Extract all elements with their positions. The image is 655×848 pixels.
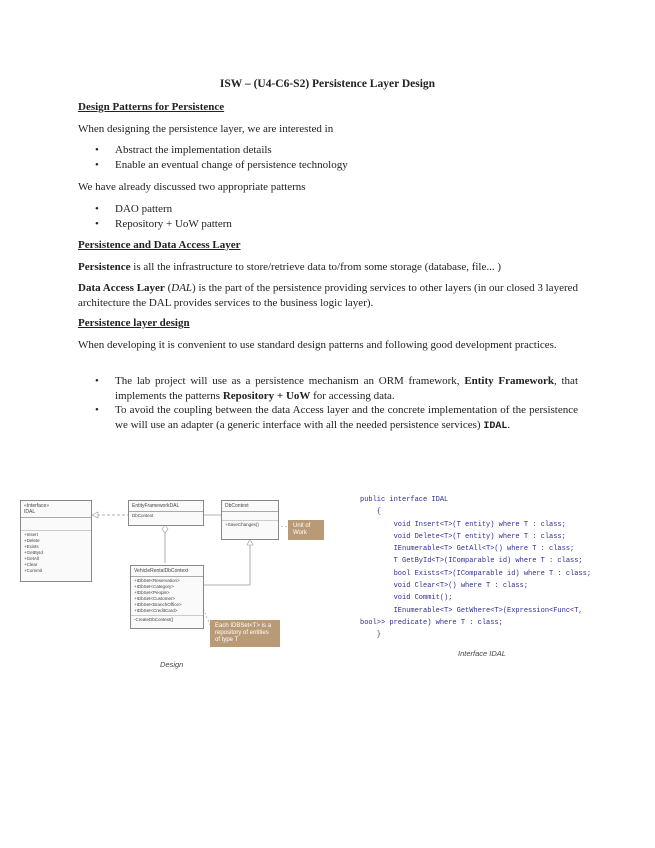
code-line: { bbox=[360, 508, 382, 517]
code-line: T GetById<T>(IComparable id) where T : class; bbox=[360, 557, 583, 566]
class-attribute: +IDbSet<People> bbox=[134, 590, 170, 595]
paragraph-persistence bbox=[78, 260, 578, 275]
list-item: • Enable an eventual change of persistence technology bbox=[95, 158, 578, 173]
composition-diamond bbox=[162, 525, 168, 533]
list-item: • DAO pattern bbox=[95, 202, 578, 217]
code-line: void Delete<T>(T entity) where T : class; bbox=[360, 532, 566, 541]
paragraph-intro: When designing the persistence layer, we are interested in bbox=[78, 123, 334, 135]
class-attribute: +IDbSet<Reservation> bbox=[134, 578, 180, 583]
term-dal-abbrev: DAL bbox=[171, 282, 193, 294]
text-run: The lab project will use as a persistence mechanism an ORM framework, bbox=[115, 375, 465, 387]
uml-class-dbcontext bbox=[221, 500, 279, 540]
inheritance-line bbox=[202, 539, 250, 585]
class-name: VehicleRentalDbContext bbox=[131, 566, 203, 577]
code-line: void Clear<T>() where T : class; bbox=[360, 582, 529, 591]
operation: +Delete bbox=[24, 538, 40, 543]
heading-design-patterns: Design Patterns for Persistence bbox=[78, 101, 225, 113]
text-run: for accessing data. bbox=[310, 389, 395, 402]
class-attributes bbox=[131, 577, 203, 616]
code-line: IEnumerable<T> GetWhere<T>(Expression<Func<T, bbox=[360, 606, 583, 615]
text-run: . bbox=[507, 418, 511, 431]
code-line: IEnumerable<T> GetAll<T>() where T : class; bbox=[360, 545, 575, 554]
code-line: void Commit(); bbox=[360, 594, 453, 603]
caption-interface-idal: Interface IDAL bbox=[458, 649, 506, 658]
realization-arrowhead bbox=[92, 512, 98, 518]
term-repository-uow: Repository + UoW bbox=[222, 389, 311, 402]
code-line: } bbox=[360, 631, 382, 640]
uml-class-vehiclerentaldbcontext bbox=[130, 565, 204, 629]
class-attribute: +IDbSet<Category> bbox=[134, 584, 174, 589]
operation: +Commit bbox=[24, 568, 43, 573]
class-attribute: DbContext bbox=[132, 513, 154, 518]
page-title: ISW – (U4-C6-S2) Persistence Layer Design bbox=[219, 78, 436, 90]
text-run: ( bbox=[164, 282, 172, 294]
class-name: IDAL bbox=[24, 509, 36, 515]
code-idal: IDAL bbox=[483, 420, 508, 432]
operation: +Clear bbox=[24, 562, 38, 567]
paragraph-design-intro: When developing it is convenient to use standard design patterns and following good development practices. bbox=[78, 339, 557, 351]
code-line: bool Exists<T>(IComparable id) where T : class; bbox=[360, 569, 592, 578]
term-entity-framework: Entity Framework bbox=[464, 375, 554, 387]
heading-persistence-dal: Persistence and Data Access Layer bbox=[78, 239, 241, 251]
uml-class-idal bbox=[20, 500, 92, 582]
class-operations bbox=[21, 531, 91, 575]
list-item: • Repository + UoW pattern bbox=[95, 217, 578, 232]
note-unit-of-work: Unit of Work bbox=[288, 520, 324, 540]
class-attributes bbox=[222, 512, 278, 521]
caption-design: Design bbox=[160, 660, 184, 669]
text-run: is all the infrastructure to store/retrieve data to/from some storage (database, file... ) bbox=[130, 261, 502, 273]
bullet-list-design bbox=[95, 374, 578, 434]
paragraph-patterns: We have already discussed two appropriate patterns bbox=[78, 181, 306, 193]
class-name: DbContext bbox=[222, 501, 278, 512]
bullet-list-goals bbox=[95, 143, 578, 172]
term-persistence: Persistence bbox=[78, 261, 131, 273]
class-name: EntityFrameworkDAL bbox=[129, 501, 203, 512]
list-item bbox=[95, 403, 578, 434]
uml-diagram bbox=[18, 495, 338, 665]
operation: +GetAll bbox=[24, 556, 39, 561]
bullet-list-patterns bbox=[95, 202, 578, 231]
note-idbset-repository: Each IDBSet<T> is a repository of entities of type T bbox=[210, 620, 280, 647]
operation: +SaveChanges() bbox=[225, 522, 259, 527]
class-attribute: +IDbSet<BranchOffice> bbox=[134, 602, 182, 607]
term-dal: Data Access Layer bbox=[78, 282, 165, 294]
list-item: • Abstract the implementation details bbox=[95, 143, 578, 158]
code-listing-idal bbox=[360, 494, 650, 642]
text-run: ) is the part of the persistence providing services to other layers (in our closed 3 layered architecture the DAL provides services to the business logic layer). bbox=[78, 282, 578, 309]
operation: +GetById bbox=[24, 550, 43, 555]
uml-class-entityframeworkdal bbox=[128, 500, 204, 526]
paragraph-dal bbox=[78, 281, 578, 310]
code-line: void Insert<T>(T entity) where T : class; bbox=[360, 520, 566, 529]
operation: -CreateDbContext() bbox=[134, 617, 174, 622]
heading-persistence-layer-design: Persistence layer design bbox=[78, 317, 190, 329]
stereotype: «Interface» bbox=[24, 503, 50, 509]
code-line: bool>> predicate) where T : class; bbox=[360, 618, 503, 627]
code-line: public interface IDAL bbox=[360, 496, 449, 504]
operation: +Exists bbox=[24, 544, 39, 549]
operation: +Insert bbox=[24, 532, 38, 537]
text-run: , that implements the patterns bbox=[115, 375, 578, 402]
list-item bbox=[95, 374, 578, 403]
class-attribute: +IDbSet<Customer> bbox=[134, 596, 176, 601]
class-attribute: +IDbSet<CreditCard> bbox=[134, 608, 178, 613]
class-header bbox=[21, 501, 91, 518]
class-attributes bbox=[21, 518, 91, 531]
text-run: To avoid the coupling between the data Access layer and the concrete implementation of the persistence we will use an adapter (a generic interface with all the needed persistence services) bbox=[115, 404, 578, 431]
